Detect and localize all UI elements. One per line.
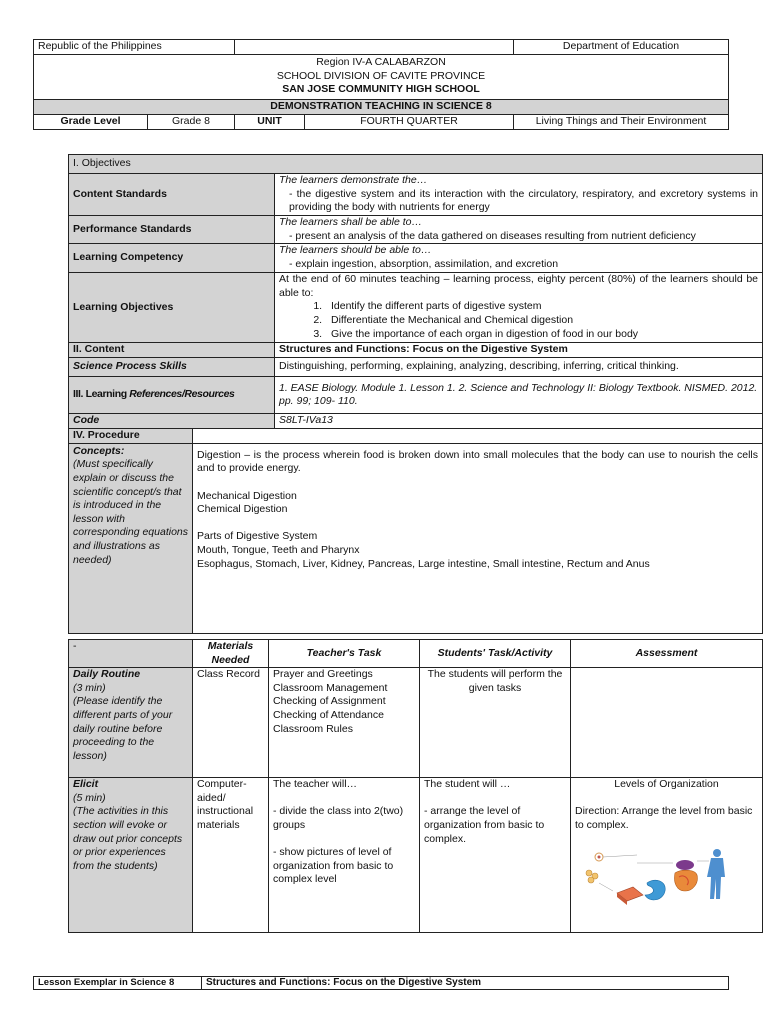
- daily-teacher-item: Checking of Assignment: [273, 695, 386, 708]
- performance-standards-intro: The learners shall be able to…: [279, 216, 422, 228]
- refs-label-prefix: III. Learning: [73, 388, 130, 401]
- content-standards-intro: The learners demonstrate the…: [279, 174, 428, 186]
- school-header: [34, 55, 729, 100]
- unit-label: UNIT: [235, 115, 305, 130]
- activity-table: [68, 639, 763, 933]
- daily-teacher-item: Prayer and Greetings: [273, 668, 373, 681]
- elicit-materials: Computer-aided/ instructional materials: [193, 778, 269, 933]
- concepts-note: (Must specifically explain or discuss the scientific concept/s that is introduced in the lesson with corresponding equations and illustrations as needed): [73, 458, 188, 566]
- learning-competency-cell: [275, 244, 763, 273]
- daily-routine-label: Daily Routine: [73, 668, 141, 681]
- elicit-teacher-step: - divide the class into 2(two) groups: [273, 805, 404, 831]
- learning-competency-intro: The learners should be able to…: [279, 244, 432, 257]
- human-body-icon: [707, 849, 725, 899]
- elicit-note: (The activities in this section will evoke or draw out prior concepts or prior experiences from the students): [73, 805, 183, 872]
- daily-teacher-item: Checking of Attendance: [273, 708, 384, 721]
- elicit-students-step: - arrange the level of organization from basic to complex.: [424, 805, 545, 845]
- teacher-task-header: Teacher's Task: [269, 640, 420, 668]
- organ-tissue-block-icon: [617, 887, 643, 905]
- concepts-label: Concepts:: [73, 444, 125, 457]
- elicit-cell: [69, 778, 193, 933]
- materials-header: Materials Needed: [193, 640, 269, 668]
- daily-students: The students will perform the given tasks: [420, 668, 571, 778]
- sps-label: Science Process Skills: [69, 358, 275, 377]
- concepts-label-cell: [69, 443, 193, 633]
- refs-value: 1. EASE Biology. Module 1. Lesson 1. 2. Science and Technology II: Biology Textbook. NISMED. 2012. pp. 99; 109- 110.: [275, 377, 763, 414]
- parts-list-2: Esophagus, Stomach, Liver, Kidney, Pancreas, Large intestine, Small intestine, Rectum and Anus: [197, 557, 650, 570]
- cell-icon: [595, 853, 603, 861]
- elicit-teacher-cell: [269, 778, 420, 933]
- daily-routine-cell: [69, 668, 193, 778]
- concepts-definition: Digestion – is the process wherein food is broken down into small molecules that the body can use to nourish the cells and to provide energy.: [197, 448, 759, 475]
- page-title: DEMONSTRATION TEACHING IN SCIENCE 8: [34, 100, 729, 115]
- students-task-header: Students' Task/Activity: [420, 640, 571, 668]
- assessment-direction: Direction: Arrange the level from basic to complex.: [575, 805, 753, 831]
- elicit-assessment-cell: [571, 778, 763, 933]
- school-name: SAN JOSE COMMUNITY HIGH SCHOOL: [282, 83, 480, 96]
- levels-of-organization-illustration: [577, 843, 737, 909]
- content-standards-cell: [275, 174, 763, 216]
- code-label: Code: [69, 414, 275, 429]
- learning-competency-label: Learning Competency: [69, 244, 275, 273]
- unit-value: FOURTH QUARTER: [305, 115, 514, 130]
- elicit-time: (5 min): [73, 791, 106, 804]
- elicit-students-intro: The student will …: [424, 778, 511, 791]
- daily-teacher-item: Classroom Rules: [273, 722, 353, 735]
- learning-objectives-intro: At the end of 60 minutes teaching – learning process, eighty percent (80%) of the learners should be able to:: [279, 273, 759, 299]
- elicit-students-cell: [420, 778, 571, 933]
- concepts-content: [193, 443, 763, 633]
- daily-routine-note: (Please identify the different parts of your daily routine before proceeding to the lesson): [73, 695, 173, 762]
- sps-value: Distinguishing, performing, explaining, analyzing, describing, inferring, critical thinking.: [275, 358, 763, 377]
- tissue-icon: [586, 870, 598, 883]
- content-standards-text: - the digestive system and its interaction with the circulatory, respiratory, and excretory systems in providing the body with nutrients for energy: [289, 187, 759, 214]
- concepts-type: Mechanical Digestion: [197, 489, 297, 502]
- procedure-heading: IV. Procedure: [69, 429, 193, 444]
- daily-assessment: [571, 668, 763, 778]
- parts-label: Parts of Digestive System: [197, 530, 318, 543]
- content-standards-label: Content Standards: [69, 174, 275, 216]
- stomach-icon: [645, 880, 665, 900]
- header-table: [33, 39, 729, 130]
- elicit-teacher-step: - show pictures of level of organization from basic to complex level: [273, 846, 394, 886]
- region-label: Region IV-A CALABARZON: [316, 56, 446, 68]
- unit-topic: Living Things and Their Environment: [514, 115, 729, 130]
- footer-table: [33, 976, 729, 990]
- division-label: SCHOOL DIVISION OF CAVITE PROVINCE: [276, 69, 486, 82]
- objectives-heading: I. Objectives: [69, 155, 763, 174]
- performance-standards-label: Performance Standards: [69, 216, 275, 244]
- footer-right: Structures and Functions: Focus on the Digestive System: [202, 977, 729, 990]
- daily-routine-time: (3 min): [73, 681, 106, 694]
- deped-label: Department of Education: [514, 40, 729, 55]
- grade-level-value: Grade 8: [148, 115, 235, 130]
- learning-objectives-label: Learning Objectives: [69, 273, 275, 343]
- refs-label-suffix: References/Resources: [129, 388, 235, 401]
- content-heading: II. Content: [69, 343, 275, 358]
- republic-label: Republic of the Philippines: [34, 40, 235, 55]
- daily-materials: Class Record: [193, 668, 269, 778]
- digestive-system-icon: [674, 860, 697, 891]
- content-topic: Structures and Functions: Focus on the Digestive System: [275, 343, 763, 358]
- activity-header-dash: -: [69, 640, 193, 668]
- assessment-title: Levels of Organization: [614, 778, 719, 791]
- performance-standards-text: - present an analysis of the data gathered on diseases resulting from nutrient deficiency: [289, 229, 696, 242]
- learning-competency-text: - explain ingestion, absorption, assimilation, and excretion: [289, 257, 559, 270]
- daily-teacher-item: Classroom Management: [273, 681, 388, 694]
- assessment-header: Assessment: [571, 640, 763, 668]
- performance-standards-cell: [275, 216, 763, 244]
- elicit-teacher-intro: The teacher will…: [273, 778, 358, 791]
- footer-left: Lesson Exemplar in Science 8: [34, 977, 202, 990]
- learning-objectives-cell: [275, 273, 763, 343]
- daily-teacher-cell: [269, 668, 420, 778]
- parts-list-1: Mouth, Tongue, Teeth and Pharynx: [197, 543, 360, 556]
- elicit-label: Elicit: [73, 778, 99, 791]
- list-item: 2. Differentiate the Mechanical and Chemical digestion: [325, 314, 758, 328]
- code-value: S8LT-IVa13: [275, 414, 763, 429]
- list-item: 3. Give the importance of each organ in digestion of food in our body: [325, 328, 758, 342]
- refs-label: [69, 377, 275, 414]
- list-item: 1. Identify the different parts of digestive system: [325, 300, 758, 314]
- learning-objectives-list: [279, 300, 758, 341]
- main-table: [68, 154, 763, 634]
- concepts-type: Chemical Digestion: [197, 503, 288, 516]
- grade-level-label: Grade Level: [34, 115, 148, 130]
